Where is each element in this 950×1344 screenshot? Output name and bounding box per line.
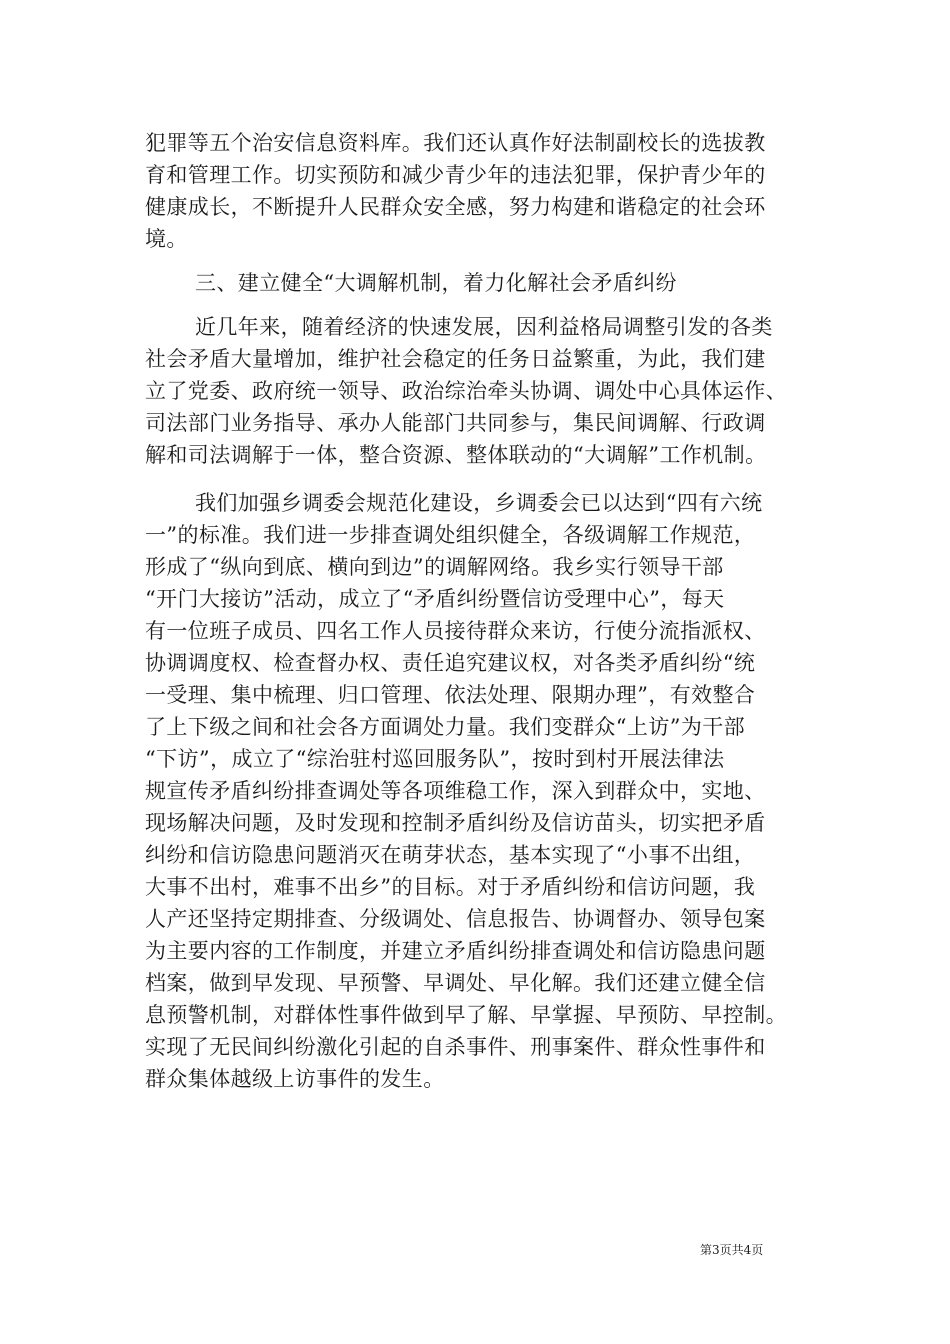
text-line: 有一位班子成员、四名工作人员接待群众来访，行使分流指派权、 xyxy=(145,619,766,643)
paragraph-first-line: 我们加强乡调委会规范化建设，乡调委会已以达到“四有六统 xyxy=(195,491,763,515)
text-line: “开门大接访”活动，成立了“矛盾纠纷暨信访受理中心”，每天 xyxy=(145,587,725,611)
text-line: 大事不出村，难事不出乡”的目标。对于矛盾纠纷和信访问题，我 xyxy=(145,875,756,899)
page-number: 第3页共4页 xyxy=(700,1243,764,1257)
text-line: 协调调度权、检查督办权、责任追究建议权，对各类矛盾纠纷“统 xyxy=(145,651,756,675)
paragraph-first-line: 近几年来，随着经济的快速发展，因利益格局调整引发的各类 xyxy=(195,315,773,339)
text-line: 纠纷和信访隐患问题消灭在萌芽状态，基本实现了“小事不出组， xyxy=(145,843,756,867)
text-line: 一”的标准。我们进一步排查调处组织健全，各级调解工作规范， xyxy=(145,523,756,547)
text-line: 社会矛盾大量增加，维护社会稳定的任务日益繁重，为此，我们建 xyxy=(145,347,766,371)
text-line: 立了党委、政府统一领导、政治综治牵头协调、调处中心具体运作、 xyxy=(145,379,787,403)
text-line: 育和管理工作。切实预防和减少青少年的违法犯罪，保护青少年的 xyxy=(145,163,766,187)
text-line: 档案，做到早发现、早预警、早调处、早化解。我们还建立健全信 xyxy=(145,971,766,995)
text-line: 群众集体越级上访事件的发生。 xyxy=(145,1067,445,1091)
text-line: 犯罪等五个治安信息资料库。我们还认真作好法制副校长的选拔教 xyxy=(145,131,766,155)
text-line: 为主要内容的工作制度，并建立矛盾纠纷排查调处和信访隐患问题 xyxy=(145,939,766,963)
text-line: 形成了“纵向到底、横向到边”的调解网络。我乡实行领导干部 xyxy=(145,555,724,579)
section-heading: 三、建立健全“大调解机制，着力化解社会矛盾纠纷 xyxy=(195,271,677,295)
text-line: 健康成长，不断提升人民群众安全感，努力构建和谐稳定的社会环 xyxy=(145,195,766,219)
text-line: 解和司法调解于一体，整合资源、整体联动的“大调解”工作机制。 xyxy=(145,443,767,467)
text-line: 了上下级之间和社会各方面调处力量。我们变群众“上访”为干部 xyxy=(145,715,746,739)
text-line: 人产还坚持定期排查、分级调处、信息报告、协调督办、领导包案 xyxy=(145,907,766,931)
text-line: 境。 xyxy=(145,227,188,251)
text-line: 现场解决问题，及时发现和控制矛盾纠纷及信访苗头，切实把矛盾 xyxy=(145,811,766,835)
text-line: “下访”，成立了“综治驻村巡回服务队”，按时到村开展法律法 xyxy=(145,747,725,771)
text-line: 一受理、集中梳理、归口管理、依法处理、限期办理”，有效整合 xyxy=(145,683,756,707)
text-line: 息预警机制，对群体性事件做到早了解、早掌握、早预防、早控制。 xyxy=(145,1003,787,1027)
text-line: 司法部门业务指导、承办人能部门共同参与，集民间调解、行政调 xyxy=(145,411,766,435)
text-line: 规宣传矛盾纠纷排查调处等各项维稳工作，深入到群众中，实地、 xyxy=(145,779,766,803)
text-line: 实现了无民间纠纷激化引起的自杀事件、刑事案件、群众性事件和 xyxy=(145,1035,766,1059)
